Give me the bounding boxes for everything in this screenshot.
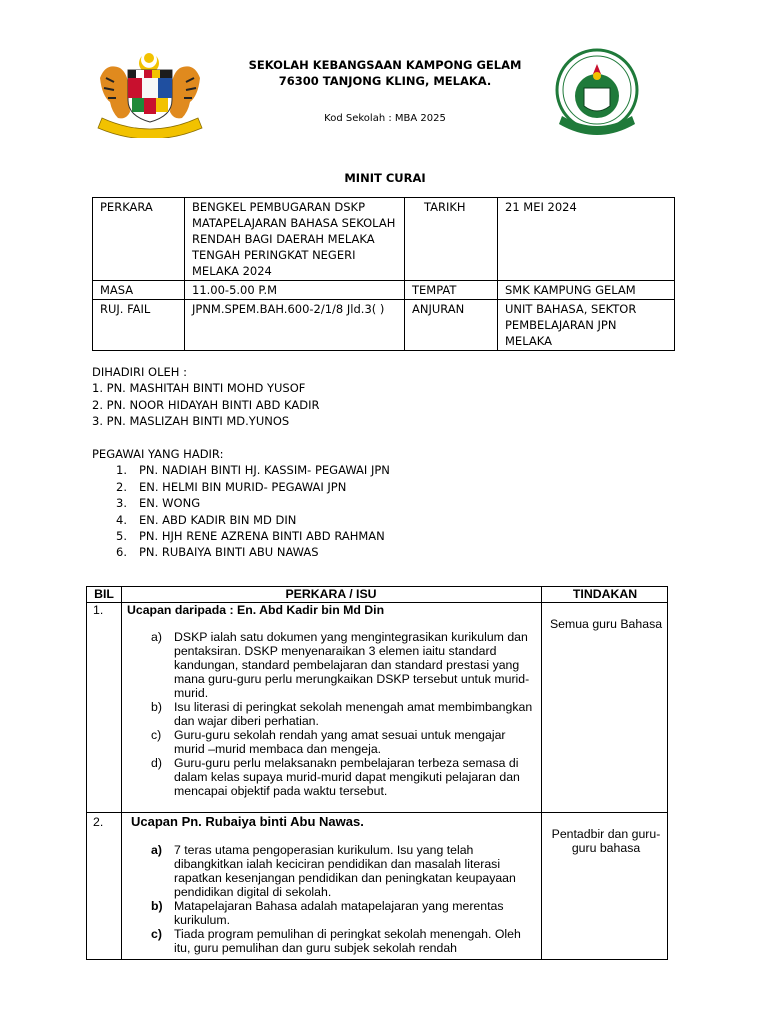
info-row-masa: [93, 281, 675, 300]
officer-name: EN. HELMI BIN MURID- PEGAWAI JPN: [139, 479, 347, 494]
row-action: Pentadbir dan guru-guru bahasa: [551, 827, 661, 855]
anjuran-label: ANJURAN: [405, 300, 498, 351]
officer-item: [92, 528, 390, 544]
item-text: Isu literasi di peringkat sekolah menengah amat membimbangkan dan wajar diberi perhatian.: [174, 700, 533, 728]
attendee-item: 3. PN. MASLIZAH BINTI MD.YUNOS: [92, 414, 290, 429]
attendance-section: [92, 364, 319, 430]
item-text: 7 teras utama pengoperasian kurikulum. Isu yang telah dibangkitkan ialah keciciran pendidikan dan masalah literasi rapatkan kesenjangan pendidikan dan peningkatan keupayaan pendidikan digital di sekolah.: [174, 843, 516, 899]
school-emblem-logo: [554, 46, 640, 138]
tempat-label: TEMPAT: [405, 281, 498, 300]
list-item: [149, 899, 539, 927]
officer-name: EN. ABD KADIR BIN MD DIN: [139, 512, 297, 527]
school-name-line1: SEKOLAH KEBANGSAAN KAMPONG GELAM: [248, 58, 522, 72]
meeting-info-table: [92, 197, 675, 351]
officer-name: PN. RUBAIYA BINTI ABU NAWAS: [139, 545, 319, 560]
officers-list: [92, 462, 390, 560]
officer-item: [92, 512, 390, 528]
header-tindakan: TINDAKAN: [572, 587, 638, 601]
row-title: Ucapan daripada : En. Abd Kadir bin Md Din: [127, 603, 385, 617]
officer-item: [92, 479, 390, 495]
officers-section: [92, 446, 390, 561]
list-item: [149, 927, 539, 955]
attendee-item: 1. PN. MASHITAH BINTI MOHD YUSOF: [92, 381, 306, 396]
coat-of-arms-logo: [92, 48, 208, 138]
officer-number: 6.: [116, 545, 127, 560]
item-text: Matapelajaran Bahasa adalah matapelajaran yang merentas kurikulum.: [174, 899, 504, 927]
info-row-rujfail: [93, 300, 675, 351]
item-text: Tiada program pemulihan di peringkat sekolah menengah. Oleh itu, guru pemulihan dan guru subjek sekolah rendah: [174, 927, 521, 955]
officer-item: [92, 462, 390, 478]
perkara-value: BENGKEL PEMBUGARAN DSKP MATAPELAJARAN BAHASA SEKOLAH RENDAH BAGI DAERAH MELAKA TENGAH PERINGKAT NEGERI MELAKA 2024: [185, 198, 405, 281]
list-item: [149, 728, 539, 756]
school-address-line: 76300 TANJONG KLING, MELAKA.: [278, 74, 492, 88]
document-title: MINIT CURAI: [344, 171, 426, 185]
row-divider: [87, 812, 667, 813]
attendee-item: 2. PN. NOOR HIDAYAH BINTI ABD KADIR: [92, 397, 320, 412]
officer-number: 2.: [116, 479, 127, 494]
anjuran-value: UNIT BAHASA, SEKTOR PEMBELAJARAN JPN MELAKA: [498, 300, 675, 351]
list-item: [149, 700, 539, 728]
item-label: c): [151, 728, 162, 742]
officer-number: 1.: [116, 463, 127, 478]
item-text: Guru-guru perlu melaksanakn pembelajaran terbeza semasa di dalam kelas supaya murid-murid dapat mengikuti pelajaran dan mencapai objektif pada waktu tersebut.: [174, 756, 520, 798]
officer-item: [92, 544, 390, 560]
list-item: [149, 630, 539, 700]
officer-name: EN. WONG: [139, 496, 201, 511]
info-row-perkara: [93, 198, 675, 281]
row-number: 1.: [93, 603, 104, 617]
officer-number: 4.: [116, 512, 127, 527]
officer-number: 3.: [116, 496, 127, 511]
row-items: [149, 843, 539, 955]
item-text: DSKP ialah satu dokumen yang mengintegrasikan kurikulum dan pentaksiran. DSKP menyenaraikan 3 elemen iaitu standard kandungan, standard pembelajaran dan standard prestasi yang mana guru-guru perlu merungkaikan DSKP tersebut untuk murid-murid.: [174, 630, 530, 700]
rujfail-value: JPNM.SPEM.BAH.600-2/1/8 Jld.3( ): [185, 300, 405, 351]
header-perkara: PERKARA / ISU: [285, 587, 377, 601]
row-action: Semua guru Bahasa: [549, 617, 663, 631]
item-label: b): [151, 899, 163, 913]
officer-name: PN. HJH RENE AZRENA BINTI ABD RAHMAN: [139, 529, 385, 544]
item-text: Guru-guru sekolah rendah yang amat sesuai untuk mengajar murid –murid membaca dan mengeja.: [174, 728, 506, 756]
row-title: Ucapan Pn. Rubaiya binti Abu Nawas.: [131, 814, 364, 829]
officer-item: [92, 495, 390, 511]
item-label: b): [151, 700, 162, 714]
row-number: 2.: [93, 815, 104, 829]
minutes-table: [86, 586, 668, 960]
perkara-label: PERKARA: [93, 198, 185, 281]
officer-name: PN. NADIAH BINTI HJ. KASSIM- PEGAWAI JPN: [139, 463, 390, 478]
rujfail-label: RUJ. FAIL: [93, 300, 185, 351]
officers-heading: PEGAWAI YANG HADIR:: [92, 447, 224, 461]
attendance-heading: DIHADIRI OLEH :: [92, 365, 187, 379]
header-bil: BIL: [94, 587, 114, 601]
item-label: a): [151, 843, 162, 857]
row-items: [149, 630, 539, 798]
school-code: Kod Sekolah : MBA 2025: [324, 113, 446, 124]
list-item: [149, 756, 539, 798]
officer-number: 5.: [116, 529, 127, 544]
masa-label: MASA: [93, 281, 185, 300]
column-divider: [121, 587, 122, 959]
tarikh-value: 21 MEI 2024: [498, 198, 675, 281]
tarikh-label: TARIKH: [405, 198, 498, 281]
list-item: [149, 843, 539, 899]
item-label: d): [151, 756, 162, 770]
masa-value: 11.00-5.00 P.M: [185, 281, 405, 300]
tempat-value: SMK KAMPUNG GELAM: [498, 281, 675, 300]
item-label: c): [151, 927, 162, 941]
item-label: a): [151, 630, 162, 644]
school-name: [200, 57, 570, 89]
column-divider: [541, 587, 542, 959]
